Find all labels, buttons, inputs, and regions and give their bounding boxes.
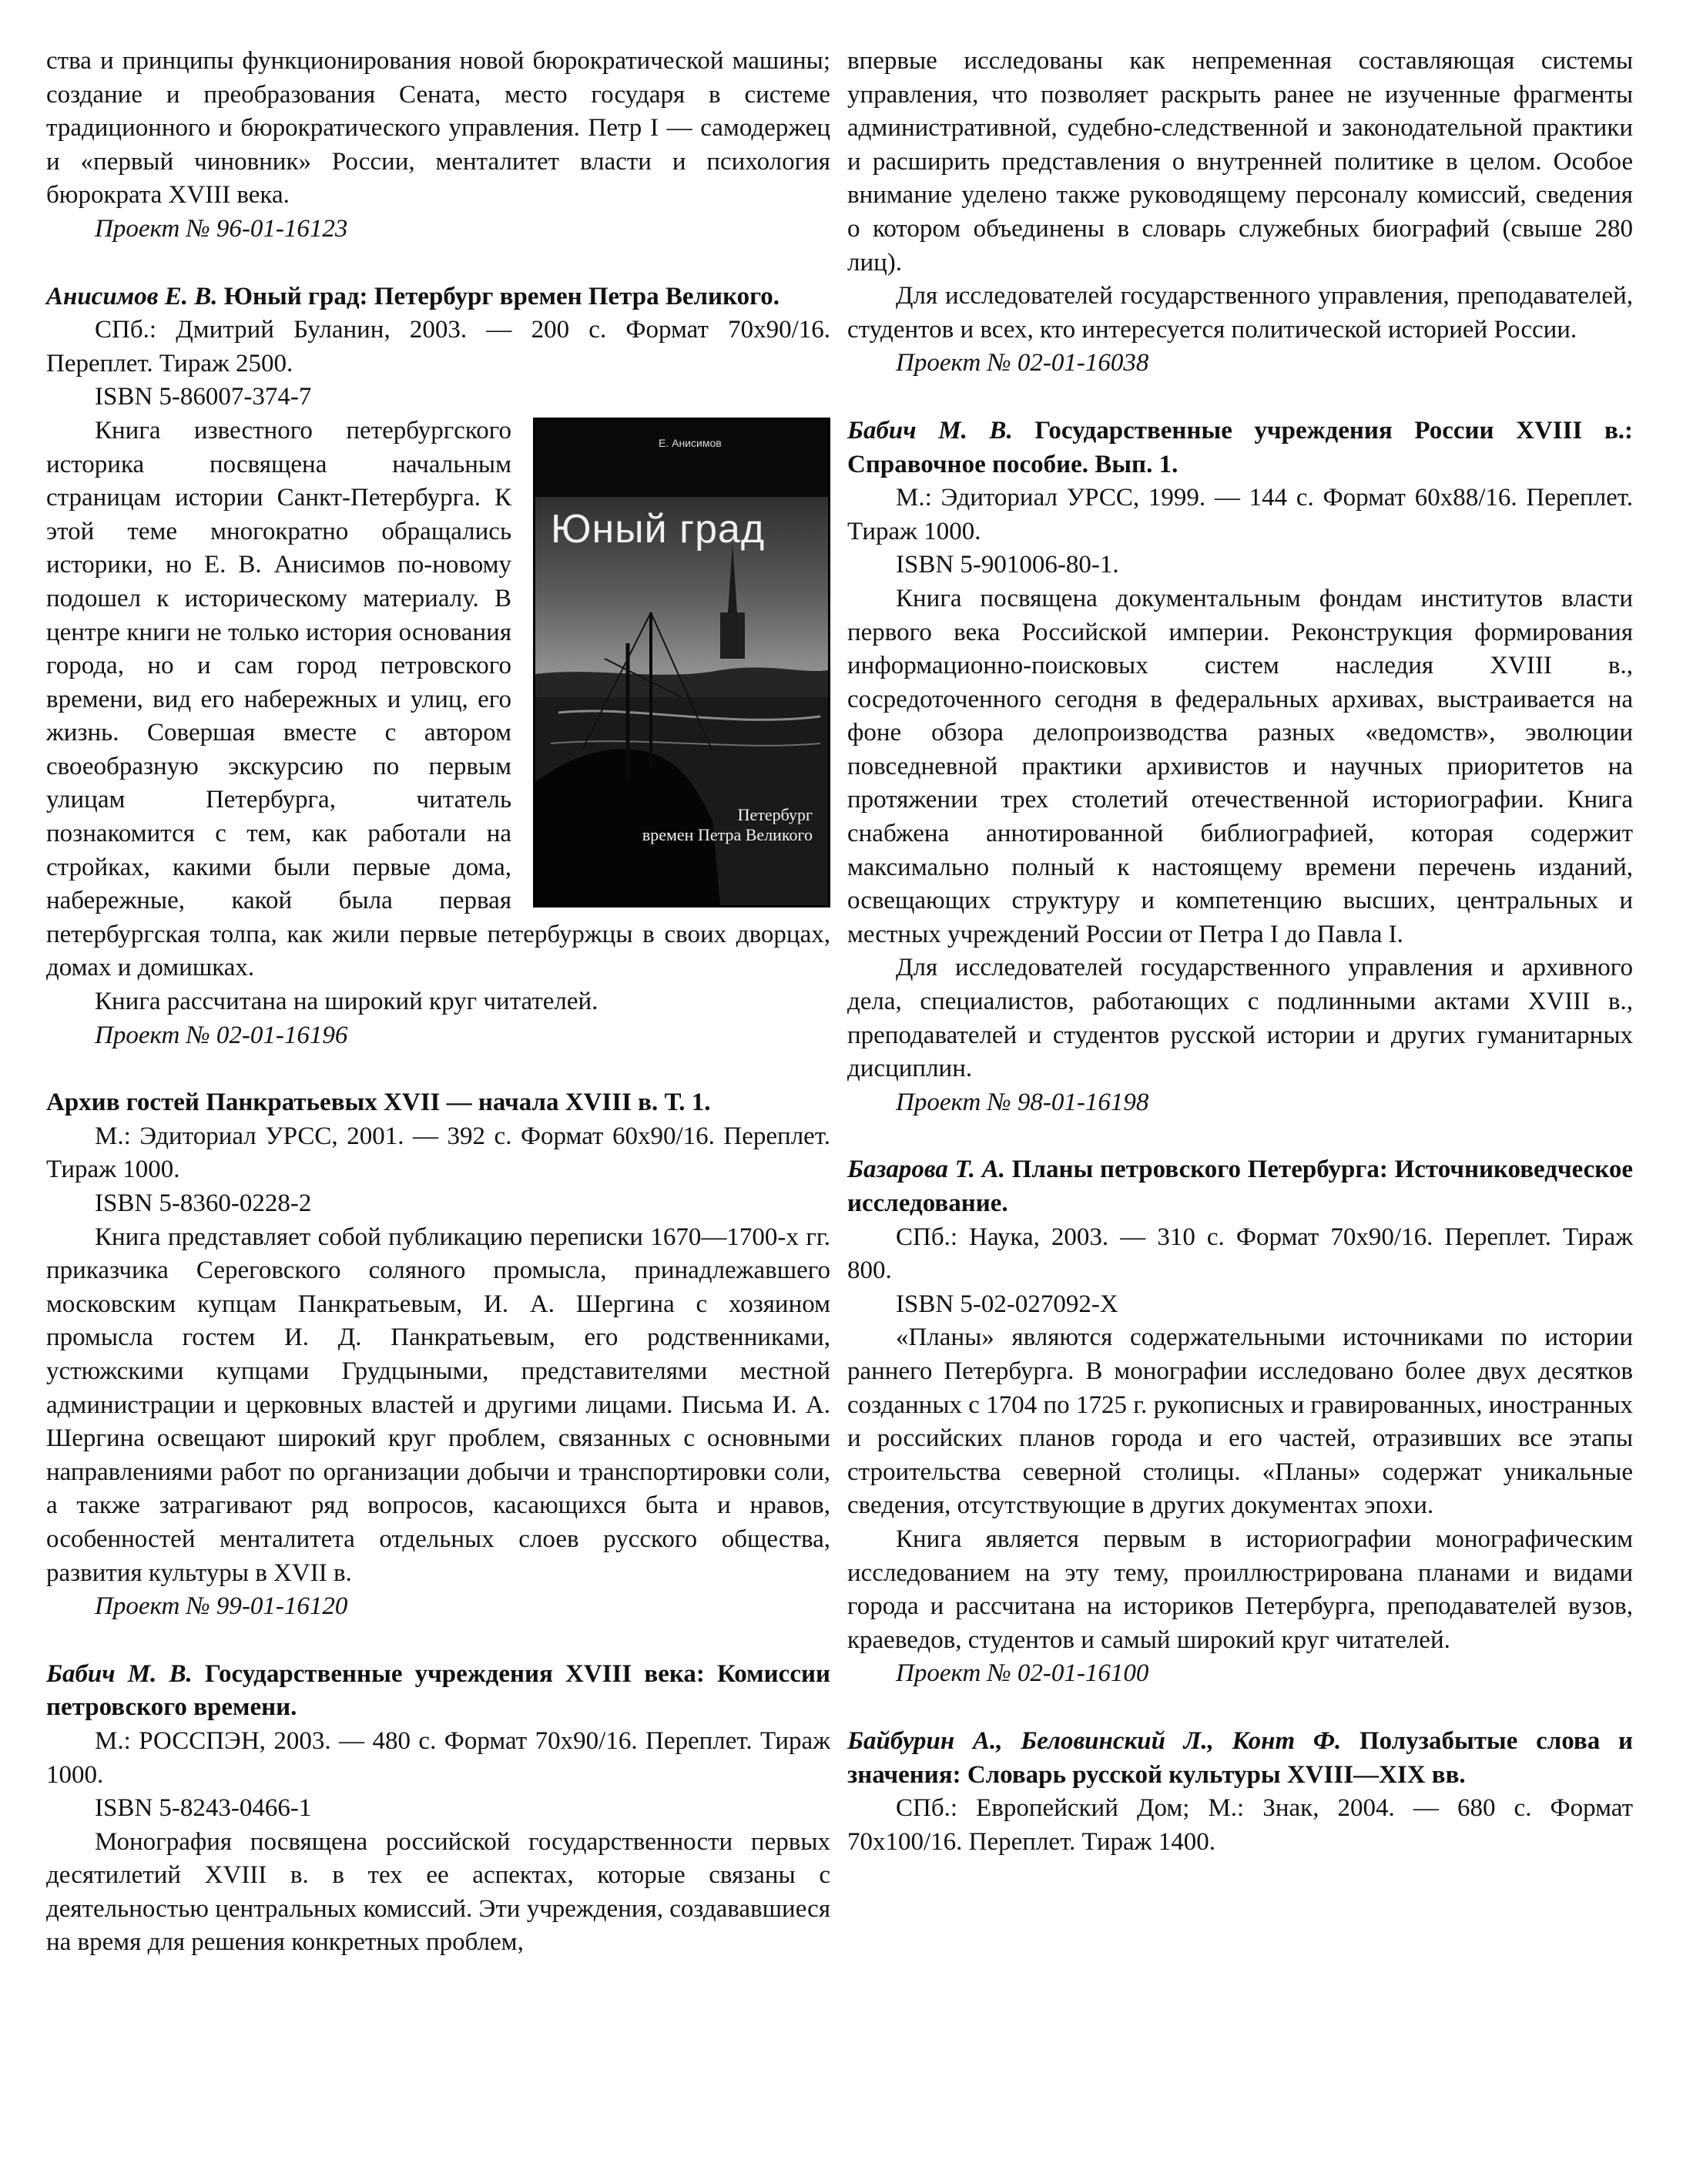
entry-heading: [847, 414, 1633, 481]
entry-annotation: Монография посвящена российской государственности первых десятилетий XVIII в. в тех ее аспектах, которые связаны с деятельностью центральных комиссий. Эти учреждения, создававшиеся на время для решения конкретных проблем,: [46, 1827, 830, 1957]
entry-annotation-2: Книга является первым в историографии монографическим исследованием на эту тему, проиллюстрирована планами и видами города и рассчитана на историков Петербурга, преподавателей вузов, краеведов, студентов и самый широкий круг читателей.: [847, 1525, 1633, 1654]
right-column: [847, 45, 1633, 1859]
entry-title: Планы петровского Петербурга: Источниковедческое исследование.: [847, 1156, 1633, 1217]
entry-heading: [46, 1658, 830, 1725]
entry-continuation-text: впервые исследованы как непременная составляющая системы управления, что позволяет раскрыть ранее не изученные фрагменты административной, судебно-следственной и законодательной практики и расширить представления о внутренней политике в целом. Особое внимание уделено также руководящему персоналу комиссий, сведения о котором объединены в словарь служебных биографий (свыше 280 лиц).: [847, 47, 1633, 277]
entry-isbn: ISBN 5-8360-0228-2: [95, 1189, 312, 1217]
entry-author: Анисимов Е. В.: [46, 282, 218, 310]
entry-anisimov: [46, 280, 830, 1053]
entry-imprint: М.: Эдиториал УРСС, 1999. — 144 с. Формат 60х88/16. Переплет. Тираж 1000.: [847, 484, 1633, 545]
entry-isbn: ISBN 5-901006-80-1.: [896, 551, 1119, 579]
entry-title: Юный град: Петербург времен Петра Великого.: [223, 282, 780, 310]
entry-isbn: ISBN 5-02-027092-Х: [896, 1290, 1118, 1318]
cover-subtitle: [582, 805, 813, 845]
cover-subtitle-line-2: времен Петра Великого: [642, 824, 813, 844]
project-number: Проект № 99-01-16120: [95, 1592, 348, 1621]
entry-author: Байбурин А., Беловинский Л., Конт Ф.: [847, 1726, 1342, 1755]
entry-babich-2: [847, 414, 1633, 1119]
entry-author: Бабич М. В.: [847, 416, 1013, 445]
entry-isbn: ISBN 5-86007-374-7: [95, 383, 312, 411]
entry-continuation-text: ства и принципы функционирования новой бюрократической машины; создание и преобразования Сената, место государя в системе традиционного и бюрократического управления. Петр I — самодержец и «первый чиновник» России, менталитет власти и психология бюрократа XVIII века.: [46, 47, 830, 210]
entry-annotation: Книга известного петербургского историка посвящена начальным страницам истории Санкт-Петербурга. К этой теме многократно обращались историки, но Е. В. Анисимов по-новому подошел к историческому материалу. В центре книги не только история основания города, но и сам город петровского времени, вид его набережных и улиц, его жизнь. Совершая вместе с автором своеобразную экскурсию по первым улицам Петербурга, читатель познакомится с тем, как работали на стройках, какими были первые дома, набережные, какой была первая петербургская толпа, как жили первые петербуржцы в своих дворцах, домах и домишках.: [46, 416, 830, 982]
entry-author: Бабич М. В.: [46, 1659, 193, 1688]
entry-audience: Книга рассчитана на широкий круг читателей.: [95, 988, 598, 1016]
cover-subtitle-line-1: Петербург: [737, 804, 813, 824]
project-number: Проект № 02-01-16038: [896, 349, 1149, 377]
entry-title: Государственные учреждения России XVIII в.: Справочное пособие. Вып. 1.: [847, 416, 1633, 478]
left-column: [46, 45, 830, 1960]
entry-imprint: СПб.: Дмитрий Буланин, 2003. — 200 с. Формат 70х90/16. Переплет. Тираж 2500.: [46, 316, 830, 377]
entry-imprint: М.: РОССПЭН, 2003. — 480 с. Формат 70х90/16. Переплет. Тираж 1000.: [46, 1726, 830, 1789]
cover-author-text: Е. Анисимов: [659, 436, 722, 449]
entry-imprint: СПб.: Наука, 2003. — 310 с. Формат 70х90/16. Переплет. Тираж 800.: [847, 1223, 1633, 1285]
entry-heading: [46, 280, 830, 314]
entry-baiburin: [847, 1725, 1633, 1859]
cover-title-text: Юный град: [551, 506, 766, 552]
entry-imprint: М.: Эдиториал УРСС, 2001. — 392 с. Формат 60х90/16. Переплет. Тираж 1000.: [46, 1122, 830, 1184]
project-number: Проект № 02-01-16196: [95, 1021, 348, 1049]
entry-audience: Для исследователей государственного управления и архивного дела, специалистов, работающих с подлинными актами XVIII в., преподавателей и студентов русской истории и других гуманитарных дисциплин.: [847, 954, 1633, 1083]
entry-title: Полузабытые слова и значения: Словарь русской культуры XVIII—XIX вв.: [847, 1726, 1633, 1789]
entry-heading: [847, 1725, 1633, 1792]
project-number: Проект № 98-01-16198: [896, 1088, 1149, 1116]
entry-archive: [46, 1086, 830, 1624]
entry-heading: [847, 1153, 1633, 1220]
entry-imprint: СПб.: Европейский Дом; М.: Знак, 2004. — 680 с. Формат 70х100/16. Переплет. Тираж 1400.: [847, 1794, 1633, 1856]
entry-annotation: Книга представляет собой публикацию переписки 1670—1700-х гг. приказчика Сереговского соляного промысла, принадлежавшего московским купцам Панкратьевым, И. А. Шергина с хозяином промысла гостем И. Д. Панкратьевым, его родственниками, устюжскими купцами Грудцыными, представителями местной администрации и церковных властей и другими лицами. Письма И. А. Шергина освещают широкий круг проблем, связанных с основными направлениями работ по организации добычи и транспортировки соли, а также затрагивают ряд вопросов, касающихся быта и нравов, особенностей менталитета отдельных слоев русского общества, развития культуры в XVII в.: [46, 1223, 830, 1587]
entry-title: Государственные учреждения XVIII века: Комиссии петровского времени.: [46, 1659, 830, 1722]
entry-isbn: ISBN 5-8243-0466-1: [95, 1794, 312, 1823]
project-number: Проект № 02-01-16100: [896, 1659, 1149, 1688]
entry-babich-1: [46, 1658, 830, 1960]
entry-annotation: Книга посвящена документальным фондам институтов власти первого века Российской империи. Реконструкция формирования информационно-поисковых систем наследия XVIII в., сосредоточенного сегодня в федеральных архивах, выстраивается на фоне обзора делопроизводства разных «ведомств», эволюции повседневной практики архивистов и научных приоритетов на протяжении трех столетий отечественной историографии. Книга снабжена аннотированной библиографией, которая содержит максимально полный к настоящему времени перечень изданий, освещающих структуру и компетенцию высших, центральных и местных учреждений России от Петра I до Павла I.: [847, 584, 1633, 948]
entry-title: Архив гостей Панкратьевых XVII — начала XVIII в. Т. 1.: [46, 1089, 711, 1117]
project-number: Проект № 96-01-16123: [95, 214, 348, 243]
entry-audience: Для исследователей государственного управления, преподавателей, студентов и всех, кто интересуется политической историей России.: [847, 282, 1633, 344]
entry-bazarova: [847, 1153, 1633, 1691]
entry-author: Базарова Т. А.: [847, 1156, 1006, 1184]
book-cover-image: [533, 418, 830, 907]
entry-annotation: «Планы» являются содержательными источниками по истории раннего Петербурга. В монографии исследовано более двух десятков созданных с 1704 по 1725 г. рукописных и гравированных, иностранных и российских планов города и его частей, отразивших все этапы строительства северной столицы. «Планы» содержат уникальные сведения, отсутствующие в других документах эпохи.: [847, 1323, 1633, 1520]
